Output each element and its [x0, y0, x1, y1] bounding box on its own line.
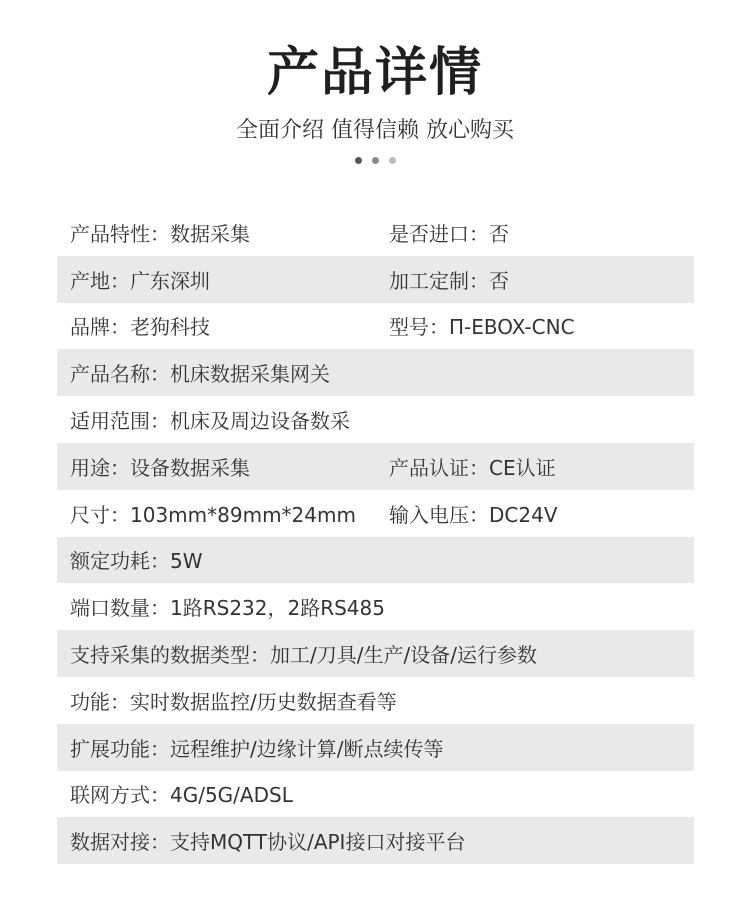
spec-row [57, 677, 694, 724]
spec-row [57, 630, 694, 677]
spec-cell-right: 输入电压：DC24V [389, 502, 558, 527]
spec-row [57, 349, 694, 396]
page-subtitle: 全面介绍 值得信赖 放心购买 [236, 118, 514, 143]
indicator-dot-1 [355, 157, 362, 164]
spec-cell-left: 额定功耗：5W [70, 549, 203, 574]
spec-cell-left: 用途：设备数据采集 [70, 455, 250, 480]
indicator-dot-3 [389, 157, 396, 164]
spec-row [57, 724, 694, 771]
spec-row [57, 537, 694, 584]
spec-row [57, 583, 694, 630]
spec-cell-left: 尺寸：103mm*89mm*24mm [70, 502, 356, 527]
spec-cell-right: 产品认证：CE认证 [389, 455, 556, 480]
spec-cell-right: 加工定制：否 [389, 268, 509, 293]
spec-row [57, 303, 694, 350]
spec-cell-right: 是否进口：否 [389, 221, 509, 246]
spec-cell-right: 型号：Π-EBOX-CNC [389, 315, 575, 340]
spec-row [57, 443, 694, 490]
spec-cell-left: 端口数量：1路RS232，2路RS485 [70, 596, 385, 621]
spec-cell-left: 支持采集的数据类型：加工/刀具/生产/设备/运行参数 [70, 643, 537, 668]
spec-table [57, 209, 694, 864]
spec-cell-left: 适用范围：机床及周边设备数采 [70, 409, 350, 434]
spec-cell-left: 产品特性：数据采集 [70, 221, 250, 246]
spec-row [57, 490, 694, 537]
spec-cell-left: 扩展功能：远程维护/边缘计算/断点续传等 [70, 736, 444, 761]
spec-row [57, 817, 694, 864]
spec-cell-left: 功能：实时数据监控/历史数据查看等 [70, 689, 397, 714]
spec-cell-left: 品牌：老狗科技 [70, 315, 210, 340]
spec-row [57, 256, 694, 303]
spec-cell-left: 联网方式：4G/5G/ADSL [70, 783, 293, 808]
spec-cell-left: 数据对接：支持MQTT协议/API接口对接平台 [70, 830, 466, 855]
spec-row [57, 771, 694, 818]
page-title: 产品详情 [266, 43, 483, 103]
spec-row [57, 396, 694, 443]
spec-cell-left: 产品名称：机床数据采集网关 [70, 362, 330, 387]
carousel-indicator [0, 157, 750, 167]
indicator-dot-2 [372, 157, 379, 164]
spec-row [57, 209, 694, 256]
spec-cell-left: 产地：广东深圳 [70, 268, 210, 293]
